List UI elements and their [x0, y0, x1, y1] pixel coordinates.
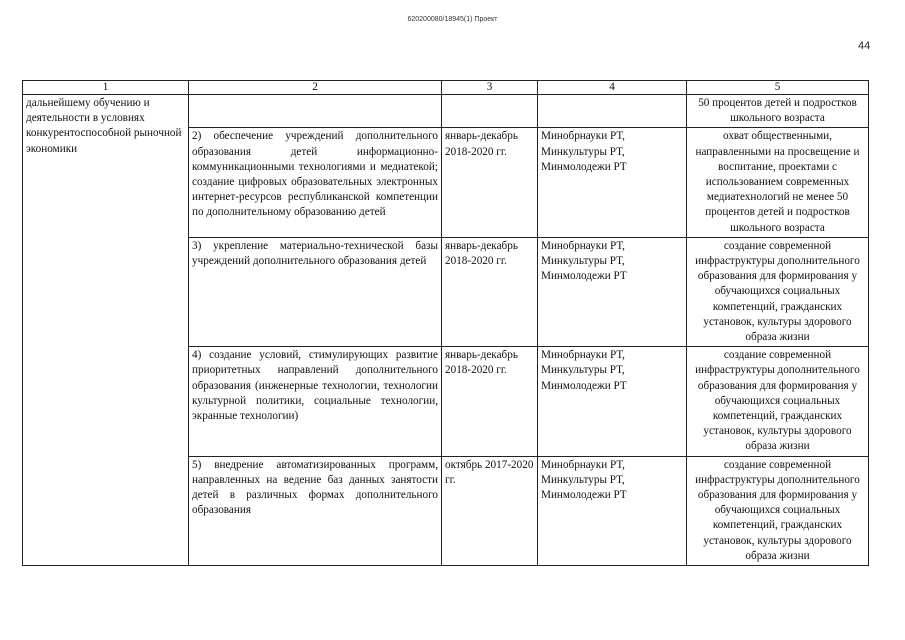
measure-cell [189, 95, 442, 128]
result-cell: создание современной инфраструктуры дополнительного образования для формирования у обучающихся социальных компетенций, гражданских установок, культуры здорового образа жизни [687, 237, 869, 346]
period-cell: январь-декабрь 2018-2020 гг. [442, 128, 538, 237]
measures-table [22, 80, 869, 566]
column-header: 1 [23, 81, 189, 95]
page-number: 44 [858, 40, 871, 52]
column-header: 3 [442, 81, 538, 95]
executors-cell: Минобрнауки РТ, Минкультуры РТ, Минмолодежи РТ [538, 237, 687, 346]
column-header: 4 [538, 81, 687, 95]
measure-cell: 2) обеспечение учреждений дополнительного образования детей информационно-коммуникационными технологиями и медиатекой; создание цифровых образовательных электронных интернет-ресурсов республиканской компетенции по дополнительному образованию детей [189, 128, 442, 237]
document-header-code: 620200080/18945(1) Проект [407, 16, 498, 23]
period-cell: январь-декабрь 2018-2020 гг. [442, 347, 538, 456]
period-cell: январь-декабрь 2018-2020 гг. [442, 237, 538, 346]
table-header-row [23, 81, 869, 95]
executors-cell [538, 95, 687, 128]
result-cell: охват общественными, направленными на просвещение и воспитание, проектами с использованием современных медиатехнологий не менее 50 процентов детей и подростков школьного возраста [687, 128, 869, 237]
column-header: 2 [189, 81, 442, 95]
measure-cell: 3) укрепление материально-технической базы учреждений дополнительного образования детей [189, 237, 442, 346]
period-cell [442, 95, 538, 128]
table-row [23, 95, 869, 128]
measure-cell: 5) внедрение автоматизированных программ, направленных на ведение баз данных занятости детей в различных формах дополнительного образования [189, 456, 442, 565]
executors-cell: Минобрнауки РТ, Минкультуры РТ, Минмолодежи РТ [538, 128, 687, 237]
period-cell: октябрь 2017-2020 гг. [442, 456, 538, 565]
goal-cell: дальнейшему обучению и деятельности в условиях конкурентоспособной рыночной экономики [23, 95, 189, 566]
column-header: 5 [687, 81, 869, 95]
result-cell: создание современной инфраструктуры дополнительного образования для формирования у обучающихся социальных компетенций, гражданских установок, культуры здорового образа жизни [687, 456, 869, 565]
result-cell: 50 процентов детей и подростков школьного возраста [687, 95, 869, 128]
executors-cell: Минобрнауки РТ, Минкультуры РТ, Минмолодежи РТ [538, 347, 687, 456]
result-cell: создание современной инфраструктуры дополнительного образования для формирования у обучающихся социальных компетенций, гражданских установок, культуры здорового образа жизни [687, 347, 869, 456]
measure-cell: 4) создание условий, стимулирующих развитие приоритетных направлений дополнительного образования (инженерные технологии, технологии культурной политики, социальные технологии, экранные технологии) [189, 347, 442, 456]
executors-cell: Минобрнауки РТ, Минкультуры РТ, Минмолодежи РТ [538, 456, 687, 565]
